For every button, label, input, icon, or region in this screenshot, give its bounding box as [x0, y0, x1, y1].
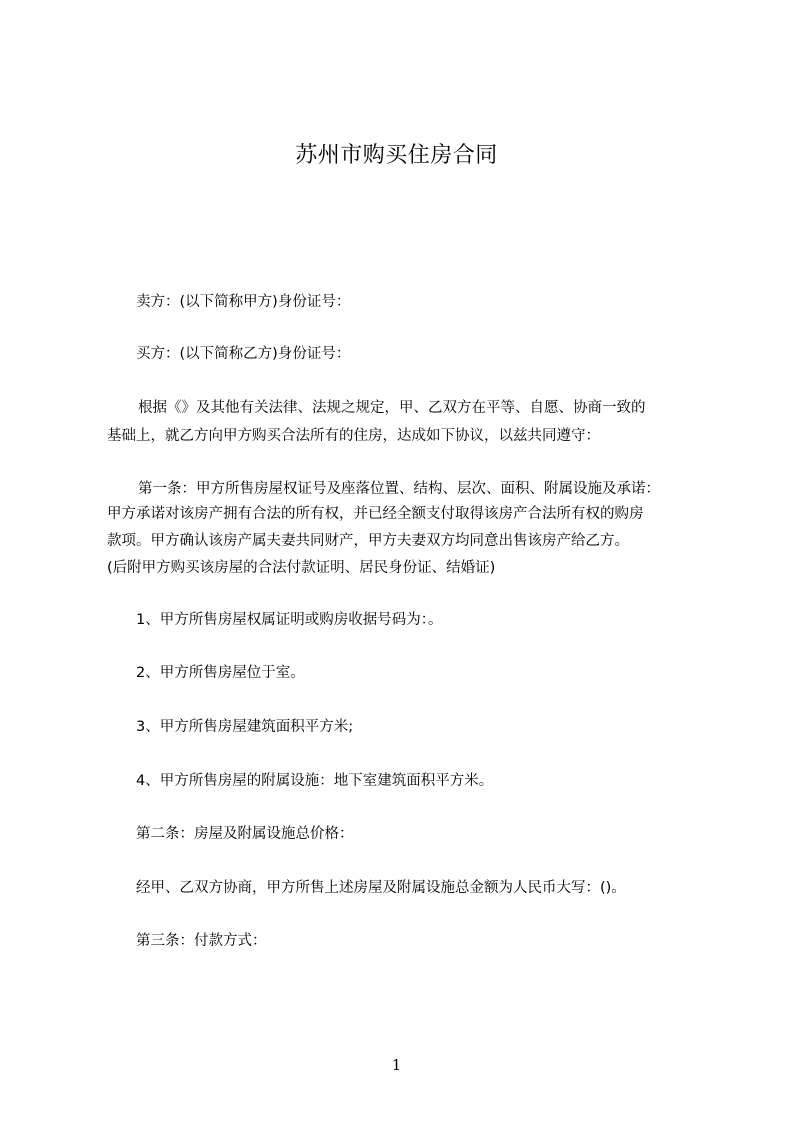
article2-text: 经甲、乙双方协商，甲方所售上述房屋及附属设施总金额为人民币大写：()。: [136, 880, 626, 896]
seller-line: 卖方：(以下简称甲方)身份证号：: [136, 294, 351, 310]
item-2: 2、甲方所售房屋位于室。: [136, 665, 305, 681]
article1-line-2: 甲方承诺对该房产拥有合法的所有权，并已经全额支付取得该房产合法所有权的购房: [107, 506, 644, 522]
article3-heading: 第三条：付款方式：: [136, 933, 267, 949]
item-4: 4、甲方所售房屋的附属设施：地下室建筑面积平方米。: [136, 773, 494, 789]
preamble-line-1: 根据《》及其他有关法律、法规之规定，甲、乙双方在平等、自愿、协商一致的: [138, 400, 646, 416]
document-title: 苏州市购买住房合同: [295, 143, 498, 168]
article1-line-3: 款项。甲方确认该房产属夫妻共同财产，甲方夫妻双方均同意出售该房产给乙方。: [107, 533, 629, 549]
article2-heading: 第二条：房屋及附属设施总价格：: [136, 826, 354, 842]
page-number: 1: [391, 1056, 402, 1074]
article1-line-1: 第一条：甲方所售房屋权证号及座落位置、结构、层次、面积、附属设施及承诺：: [138, 481, 660, 497]
buyer-line: 买方：(以下简称乙方)身份证号：: [136, 346, 351, 362]
item-3: 3、甲方所售房屋建筑面积平方米;: [136, 719, 354, 735]
article1-line-4: (后附甲方购买该房屋的合法付款证明、居民身份证、结婚证): [107, 560, 496, 576]
item-1: 1、甲方所售房屋权属证明或购房收据号码为：。: [136, 612, 443, 628]
preamble-line-2: 基础上，就乙方向甲方购买合法所有的住房，达成如下协议，以兹共同遵守：: [107, 428, 600, 444]
